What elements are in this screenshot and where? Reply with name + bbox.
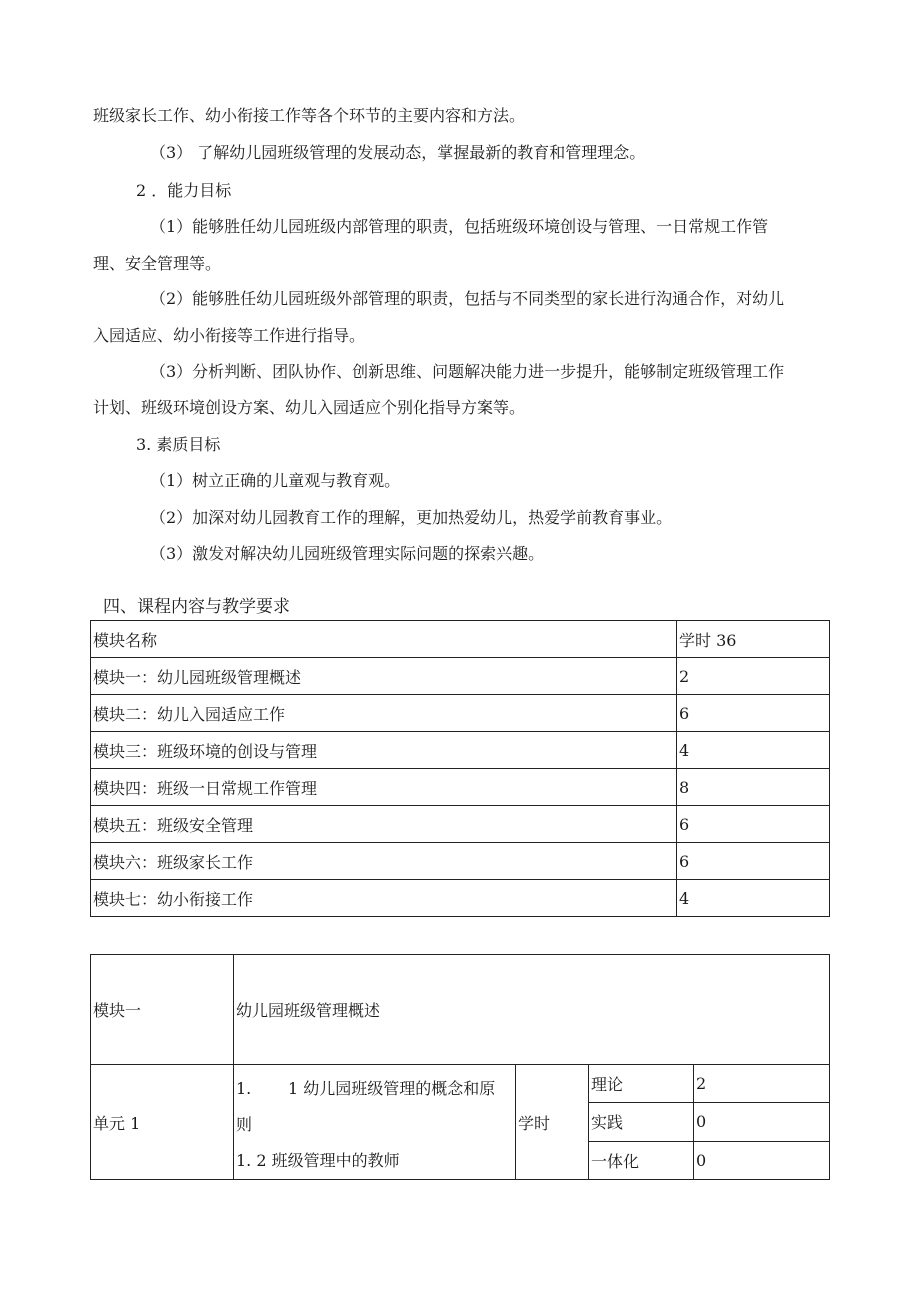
- module-hours: 2: [677, 658, 830, 695]
- module-hours: 4: [677, 732, 830, 769]
- hours-value: 0: [694, 1103, 830, 1141]
- unit-content-line: 1. 2 班级管理中的教师: [236, 1151, 400, 1170]
- unit-row: [91, 1065, 830, 1103]
- hours-type: 理论: [589, 1065, 694, 1103]
- hours-type: 一体化: [589, 1141, 694, 1179]
- module-hours: 6: [677, 843, 830, 880]
- module-title: 幼儿园班级管理概述: [234, 955, 830, 1065]
- module-hours: 8: [677, 769, 830, 806]
- paragraph: 计划、班级环境创设方案、幼儿入园适应个别化指导方案等。: [93, 398, 526, 417]
- module-hours-table: [90, 620, 830, 917]
- heading-ability-goals: 2 ．能力目标: [136, 181, 232, 200]
- table-header-row: [91, 621, 830, 658]
- hours-label: 学时: [516, 1065, 589, 1180]
- header-hours: 学时 36: [677, 621, 830, 658]
- paragraph: （1）树立正确的儿童观与教育观。: [150, 471, 401, 490]
- section-title: 四、课程内容与教学要求: [103, 597, 290, 617]
- table-row: [91, 769, 830, 806]
- module-name: 模块三：班级环境的创设与管理: [91, 732, 677, 769]
- table-row: [91, 806, 830, 843]
- paragraph: （3）激发对解决幼儿园班级管理实际问题的探索兴趣。: [150, 544, 545, 563]
- unit-content-number: 1.: [236, 1079, 252, 1098]
- hours-value: 2: [694, 1065, 830, 1103]
- hours-value: 0: [694, 1141, 830, 1179]
- module-name: 模块六：班级家长工作: [91, 843, 677, 880]
- heading-quality-goals: 3. 素质目标: [136, 435, 221, 454]
- table-row: [91, 843, 830, 880]
- table-row: [91, 880, 830, 917]
- module-name: 模块一：幼儿园班级管理概述: [91, 658, 677, 695]
- table-row: [91, 732, 830, 769]
- table-row: [91, 658, 830, 695]
- header-module-name: 模块名称: [91, 621, 677, 658]
- unit-detail-table: [90, 954, 830, 1180]
- module-hours: 6: [677, 806, 830, 843]
- unit-content: [234, 1065, 516, 1180]
- module-name: 模块五：班级安全管理: [91, 806, 677, 843]
- unit-content-line: [236, 1071, 513, 1107]
- hours-type: 实践: [589, 1103, 694, 1141]
- module-label: 模块一: [91, 955, 234, 1065]
- paragraph: （2）加深对幼儿园教育工作的理解，更加热爱幼儿，热爱学前教育事业。: [150, 508, 673, 527]
- table-row: [91, 695, 830, 732]
- paragraph: 班级家长工作、幼小衔接工作等各个环节的主要内容和方法。: [93, 106, 526, 125]
- module-hours: 6: [677, 695, 830, 732]
- unit-label: 单元 1: [91, 1065, 234, 1180]
- paragraph: （3）分析判断、团队协作、创新思维、问题解决能力进一步提升，能够制定班级管理工作: [150, 362, 785, 381]
- module-name: 模块七：幼小衔接工作: [91, 880, 677, 917]
- paragraph: 理、安全管理等。: [93, 254, 222, 273]
- paragraph: （3） 了解幼儿园班级管理的发展动态，掌握最新的教育和管理理念。: [150, 143, 646, 162]
- paragraph: （2）能够胜任幼儿园班级外部管理的职责，包括与不同类型的家长进行沟通合作，对幼儿: [150, 289, 785, 308]
- unit-content-line: 则: [236, 1115, 253, 1134]
- module-row: [91, 955, 830, 1065]
- module-name: 模块四：班级一日常规工作管理: [91, 769, 677, 806]
- paragraph: 入园适应、幼小衔接等工作进行指导。: [93, 326, 366, 345]
- unit-content-text: 1 幼儿园班级管理的概念和原: [288, 1079, 496, 1098]
- paragraph: （1）能够胜任幼儿园班级内部管理的职责，包括班级环境创设与管理、一日常规工作管: [150, 217, 769, 236]
- module-name: 模块二：幼儿入园适应工作: [91, 695, 677, 732]
- module-hours: 4: [677, 880, 830, 917]
